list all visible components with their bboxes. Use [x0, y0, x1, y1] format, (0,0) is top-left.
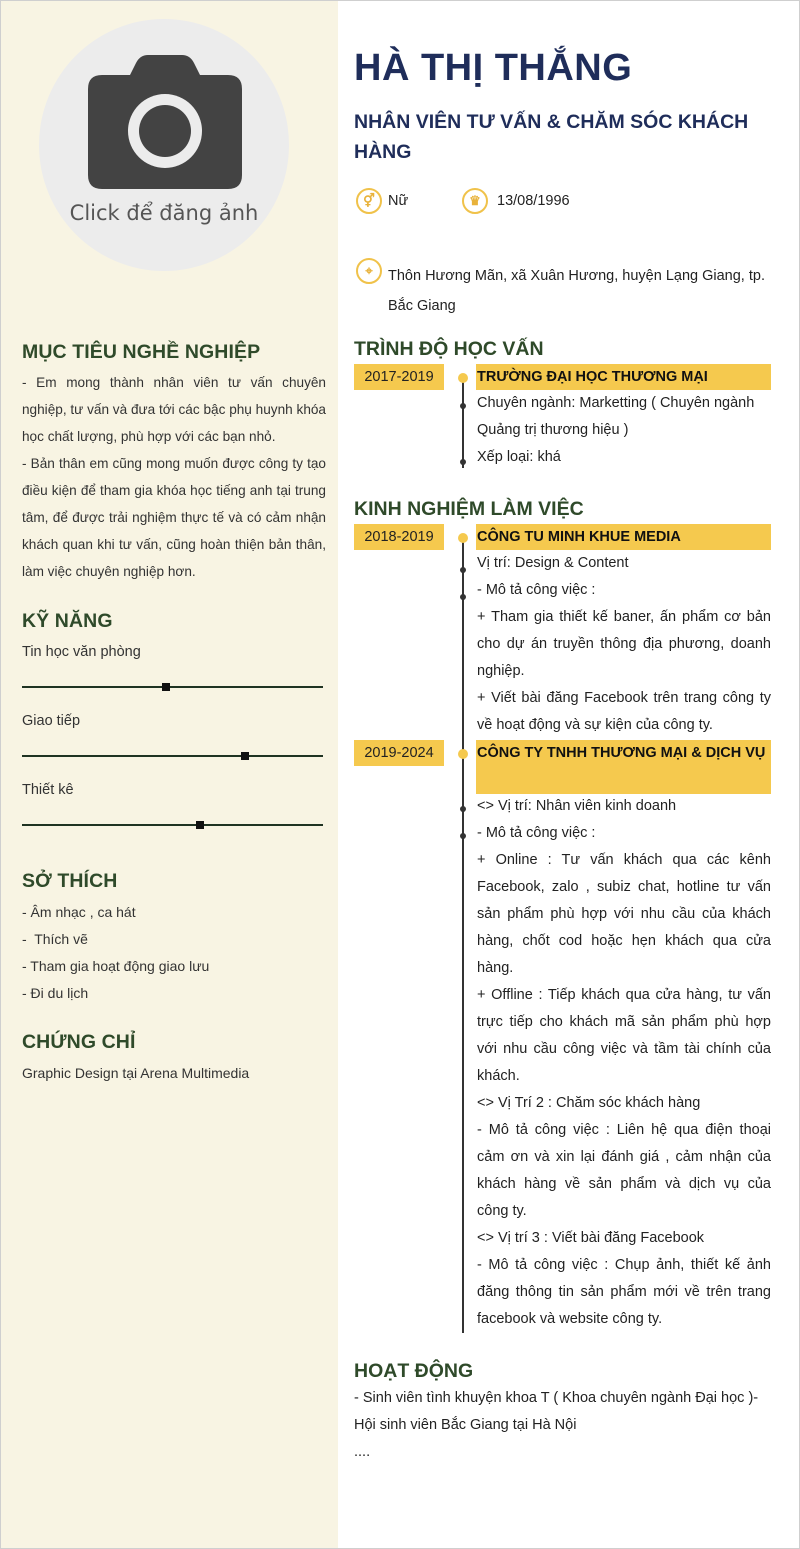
certificate-item: Graphic Design tại Arena Multimedia	[22, 1065, 250, 1081]
birthday-value: 13/08/1996	[497, 193, 570, 209]
objective-title: MỤC TIÊU NGHỀ NGHIỆP	[22, 341, 261, 363]
job-desc-label: - Mô tả công việc :	[477, 582, 596, 598]
skill-bar	[22, 824, 323, 826]
photo-upload-label: Click để đăng ảnh	[69, 201, 259, 225]
skills-title: KỸ NĂNG	[22, 610, 113, 632]
job-details: + Online : Tư vấn khách qua các kênh Facebook, zalo , subiz chat, hotline tư vấn sản phẩm phù hợp với nhu cầu của khách hàng, chốt cod hoặc hẹn khách qua cửa hàng. + Offline : Tiếp khách qua cửa hàng, tư vấn trực tiếp cho khách mã sản phẩm phù hợp với nhu cầu công việc và tầm tài chính của khách. <> Vị Trí 2 : Chăm sóc khách hàng - Mô tả công việc : Liên hệ qua điện thoại cảm ơn và xin lại đánh giá , cảm nhận của khách hàng về sản phẩm và dịch vụ của công ty. <> Vị trí 3 : Viết bài đăng Facebook - Mô tả công việc : Chụp ảnh, thiết kế ảnh đăng thông tin sản phẩm mới về trên trang facebook và website công ty.	[477, 852, 771, 1327]
activities-text: - Sinh viên tình khuyện khoa T ( Khoa chuyên ngành Đại học )- Hội sinh viên Bắc Giang tại Hà Nội ....	[354, 1390, 759, 1460]
company-name: CÔNG TU MINH KHUE MEDIA	[476, 524, 771, 550]
birthday-cake-icon: ♛	[462, 188, 488, 214]
education-title: TRÌNH ĐỘ HỌC VẤN	[354, 338, 544, 360]
education-timeline	[462, 376, 464, 468]
school-name: TRƯỜNG ĐẠI HỌC THƯƠNG MẠI	[476, 364, 771, 390]
experience-timeline	[462, 536, 464, 1333]
timeline-dot	[458, 749, 468, 759]
skill-level-knob	[241, 752, 249, 760]
gender-value: Nữ	[388, 193, 409, 209]
job-period: 2019-2024	[354, 740, 444, 766]
job-desc-label: - Mô tả công việc :	[477, 825, 596, 841]
job-period: 2018-2019	[354, 524, 444, 550]
certificates-title: CHỨNG CHỈ	[22, 1031, 136, 1053]
camera-icon	[88, 55, 242, 191]
timeline-dot	[460, 403, 466, 409]
hobby-item: - Thích vẽ	[22, 931, 88, 947]
job-title: NHÂN VIÊN TƯ VẤN & CHĂM SÓC KHÁCH HÀNG	[354, 111, 749, 163]
hobby-item: - Âm nhạc , ca hát	[22, 904, 136, 920]
hobby-item: - Đi du lịch	[22, 985, 89, 1001]
job-position: Vị trí: Design & Content	[477, 555, 629, 571]
sidebar	[1, 1, 338, 1549]
skill-label: Tin học văn phòng	[22, 644, 141, 660]
job-details: + Tham gia thiết kế baner, ấn phẩm cơ bản cho dự án truyền thông địa phương, doanh nghiệp. + Viết bài đăng Facebook trên trang công ty về hoạt động và sự kiện của công ty.	[477, 609, 771, 733]
hobbies-title: SỞ THÍCH	[22, 870, 118, 892]
education-period: 2017-2019	[354, 364, 444, 390]
timeline-dot	[460, 567, 466, 573]
experience-title: KINH NGHIỆM LÀM VIỆC	[354, 498, 584, 520]
timeline-dot	[458, 373, 468, 383]
education-grade: Xếp loại: khá	[477, 449, 561, 465]
objective-text: - Em mong thành nhân viên tư vấn chuyên nghiệp, tư vấn và đưa tới các bậc phụ huynh khóa học chất lượng, phù hợp với các bạn nhỏ. - Bản thân em cũng mong muốn được công ty tạo điều kiện để tham gia khóa học tiếng anh tại trung tâm, để được trải nghiệm thực tế và có cảm nhận khách quan khi tư vấn, cũng hoàn thiện bản thân, làm việc chuyên nghiệp hơn.	[22, 375, 326, 579]
timeline-dot	[460, 806, 466, 812]
timeline-dot	[460, 833, 466, 839]
skill-bar	[22, 686, 323, 688]
skill-label: Thiết kê	[22, 782, 74, 798]
skill-bar	[22, 755, 323, 757]
company-name: CÔNG TY TNHH THƯƠNG MẠI & DỊCH VỤ	[476, 740, 771, 794]
skill-label: Giao tiếp	[22, 713, 81, 729]
gender-icon: ⚥	[356, 188, 382, 214]
hobby-item: - Tham gia hoạt động giao lưu	[22, 958, 210, 974]
timeline-dot	[458, 533, 468, 543]
education-major: Chuyên ngành: Marketting ( Chuyên ngành Quảng trị thương hiệu )	[477, 395, 755, 438]
address-value: Thôn Hương Mãn, xã Xuân Hương, huyện Lạng Giang, tp. Bắc Giang	[388, 268, 765, 314]
skill-level-knob	[196, 821, 204, 829]
candidate-name: HÀ THỊ THẮNG	[354, 47, 633, 89]
timeline-dot	[460, 594, 466, 600]
job-position: <> Vị trí: Nhân viên kinh doanh	[477, 798, 677, 814]
photo-upload[interactable]	[39, 19, 289, 271]
skill-level-knob	[162, 683, 170, 691]
location-icon: ⌖	[356, 258, 382, 284]
activities-title: HOẠT ĐỘNG	[354, 1360, 474, 1382]
timeline-dot	[460, 459, 466, 465]
